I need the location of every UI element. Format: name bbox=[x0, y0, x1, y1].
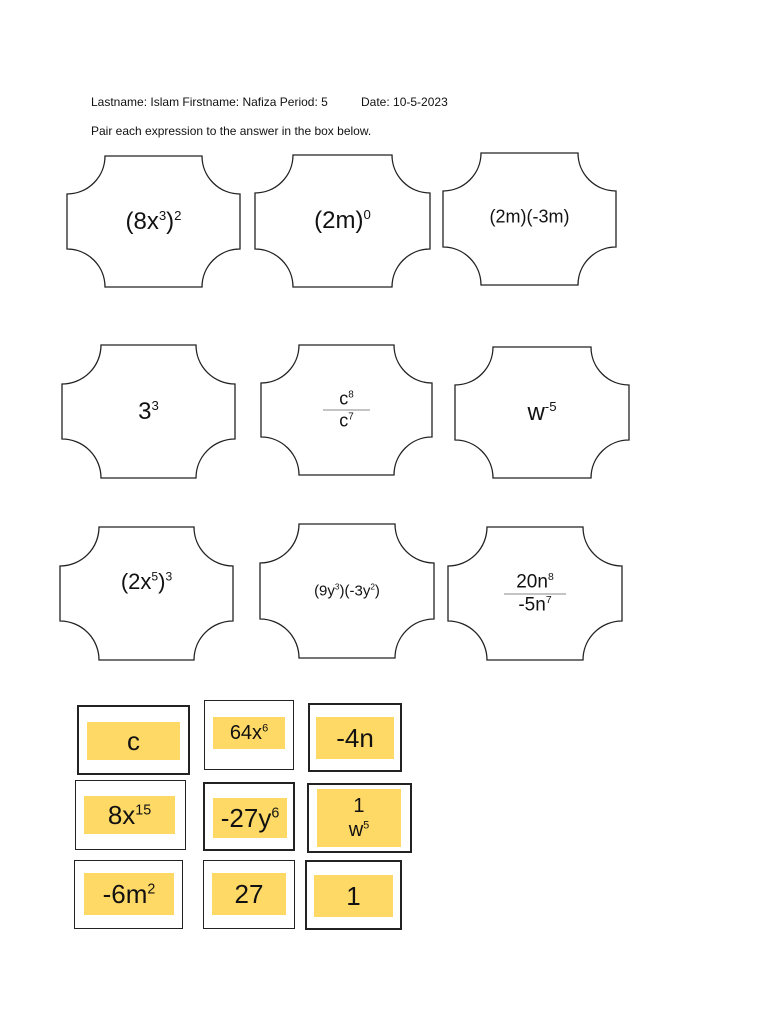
answer-highlight bbox=[314, 875, 393, 917]
expression-tile[interactable] bbox=[67, 156, 240, 287]
answer-box[interactable] bbox=[203, 860, 295, 929]
expression-text: $(8x^3)^2$ bbox=[125, 207, 182, 235]
answer-text: 27 bbox=[234, 879, 264, 909]
date-line bbox=[361, 95, 448, 109]
student-info-line bbox=[91, 95, 328, 109]
denominator: $-5n^7$ bbox=[504, 593, 566, 616]
instructions: Pair each expression to the answer in the box below. bbox=[91, 124, 372, 138]
date-value: 10-5-2023 bbox=[393, 95, 448, 109]
fraction bbox=[323, 389, 370, 432]
answer-box[interactable] bbox=[308, 703, 402, 772]
answer-highlight bbox=[213, 798, 287, 838]
date-label: Date: bbox=[361, 95, 390, 109]
answer-highlight bbox=[316, 717, 394, 759]
answer-highlight bbox=[87, 722, 180, 760]
answer-box[interactable] bbox=[203, 782, 295, 851]
lastname-value: Islam bbox=[150, 95, 180, 109]
expression-tile[interactable] bbox=[260, 524, 434, 658]
answer-highlight bbox=[317, 789, 401, 847]
answer-text: $-6m^2$ bbox=[102, 879, 156, 909]
answer-box[interactable] bbox=[305, 860, 402, 930]
expression-text: $3^3$ bbox=[138, 397, 159, 425]
answer-highlight bbox=[213, 717, 285, 749]
answer-text: $64x^6$ bbox=[229, 722, 269, 744]
expression-text: $(2x^5)^3$ bbox=[120, 568, 173, 594]
expression-tile[interactable] bbox=[448, 527, 622, 660]
numerator: $c^8$ bbox=[339, 388, 354, 409]
expression-text: $(9y^3)(-3y^2)$ bbox=[314, 582, 380, 600]
answer-highlight bbox=[84, 796, 175, 834]
fraction bbox=[504, 571, 566, 616]
expression-tile[interactable] bbox=[60, 527, 233, 660]
lastname-label: Lastname: bbox=[91, 95, 148, 109]
answer-box[interactable] bbox=[77, 705, 190, 775]
expression-tile[interactable] bbox=[62, 345, 235, 478]
expression-tile[interactable] bbox=[255, 155, 430, 287]
expression-tile[interactable] bbox=[261, 345, 432, 475]
answer-text: 1 $w^5$ bbox=[348, 795, 370, 841]
expression-text: (2m)(-3m) bbox=[489, 206, 570, 227]
answer-box[interactable] bbox=[204, 700, 294, 770]
firstname-label: Firstname: bbox=[182, 95, 240, 109]
period-value: 5 bbox=[321, 95, 328, 109]
answer-highlight bbox=[212, 873, 286, 915]
answer-highlight bbox=[84, 873, 174, 915]
numerator: $20n^8$ bbox=[516, 571, 554, 592]
expression-text: $w^{-5}$ bbox=[527, 398, 557, 426]
period-label: Period: bbox=[279, 95, 318, 109]
expression-tile[interactable] bbox=[443, 153, 616, 285]
firstname-value: Nafiza bbox=[242, 95, 277, 109]
answer-text: c bbox=[127, 726, 140, 756]
answer-text: 1 bbox=[346, 881, 361, 911]
answer-box[interactable] bbox=[75, 780, 186, 850]
expression-text bbox=[261, 389, 432, 432]
answer-text: $8x^{15}$ bbox=[107, 800, 152, 830]
expression-text: $(2m)^0$ bbox=[314, 207, 371, 234]
denominator: $c^7$ bbox=[323, 410, 370, 432]
answer-box[interactable] bbox=[307, 783, 412, 853]
expression-tile[interactable] bbox=[455, 347, 629, 478]
answer-box[interactable] bbox=[74, 860, 183, 929]
expression-text bbox=[448, 571, 622, 616]
answer-text: -4n bbox=[336, 723, 374, 753]
answer-text: $-27y^6$ bbox=[220, 803, 280, 833]
